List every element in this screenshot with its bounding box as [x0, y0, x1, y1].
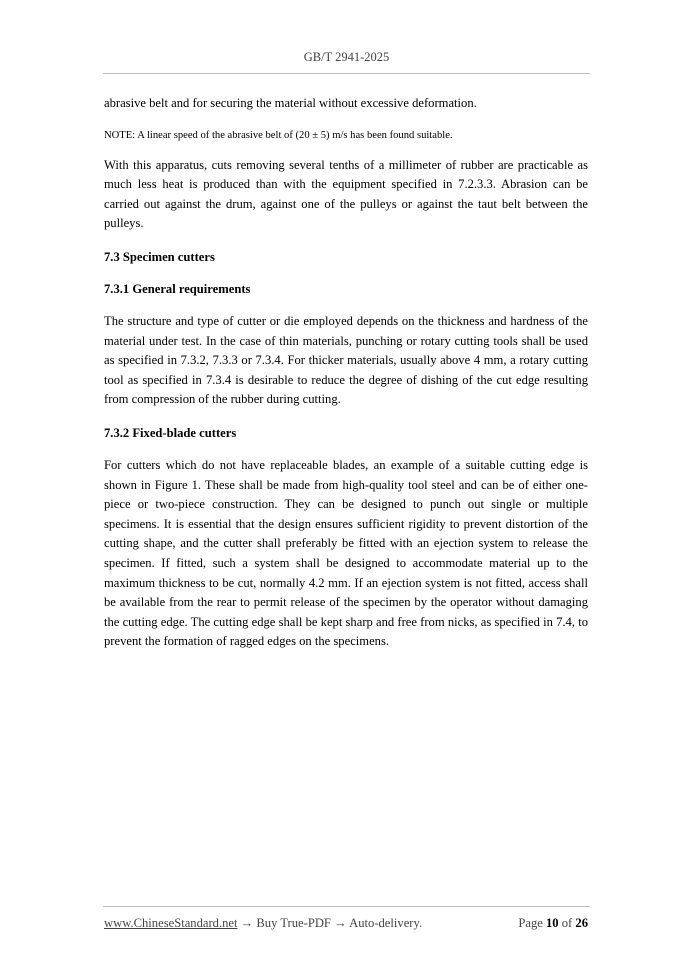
paragraph-fixed-blade-cutters: For cutters which do not have replaceable blades, an example of a suitable cutting edge is shown in Figure 1. These shall be made from high-quality tool steel and can be of either one-piece or two-piece construction. They can be designed to punch out single or multiple specimens. It is essential that the design ensures sufficient rigidity to prevent distortion of the cutting shape, and the cutter shall preferably be fitted with an ejection system to release the specimen. If fitted, such a system shall be designed to accommodate material up to the maximum thickness to be cut, normally 4.2 mm. If an ejection system is not fitted, access shall be available from the rear to permit release of the specimen by the operator without damaging the cutting edge. The cutting edge shall be kept sharp and free from nicks, as specified in 7.4, to prevent the formation of ragged edges on the specimens.	[104, 457, 588, 649]
page-number	[518, 916, 588, 931]
heading-7-3: 7.3 Specimen cutters	[104, 249, 215, 264]
header-divider	[103, 73, 590, 74]
page-word: Page	[518, 916, 543, 930]
paragraph-abrasive-belt: abrasive belt and for securing the material without excessive deformation.	[104, 96, 477, 110]
document-code: GB/T 2941-2025	[303, 50, 390, 64]
paragraph-general-requirements: The structure and type of cutter or die employed depends on the thickness and hardness of the material under test. In the case of thin materials, punching or rotary cutting tools shall be used as specified in 7.3.2, 7.3.3 or 7.3.4. For thicker materials, usually above 4 mm, a rotary cutting tool as specified in 7.3.4 is desirable to reduce the degree of dishing of the cut edge resulting from compression of the rubber during cutting.	[104, 313, 588, 407]
page-header	[103, 50, 590, 65]
heading-7-3-1: 7.3.1 General requirements	[104, 281, 251, 296]
website-link[interactable]: www.ChineseStandard.net	[104, 916, 238, 930]
page-body	[104, 94, 588, 666]
footer-left	[104, 916, 422, 931]
page-total: 26	[575, 916, 588, 930]
of-word: of	[561, 916, 573, 930]
note-linear-speed: NOTE: A linear speed of the abrasive belt of (20 ± 5) m/s has been found suitable.	[104, 129, 453, 141]
paragraph-apparatus: With this apparatus, cuts removing several tenths of a millimeter of rubber are practicable as much less heat is produced than with the equipment specified in 7.2.3.3. Abrasion can be carried out against the drum, against one of the pulleys or against the taut belt between the pulleys.	[104, 157, 588, 231]
footer-divider	[103, 906, 590, 907]
page-footer	[104, 916, 588, 931]
page-current: 10	[546, 916, 559, 930]
footer-tagline: → Buy True-PDF → Auto-delivery.	[237, 916, 423, 930]
heading-7-3-2: 7.3.2 Fixed-blade cutters	[104, 425, 237, 440]
